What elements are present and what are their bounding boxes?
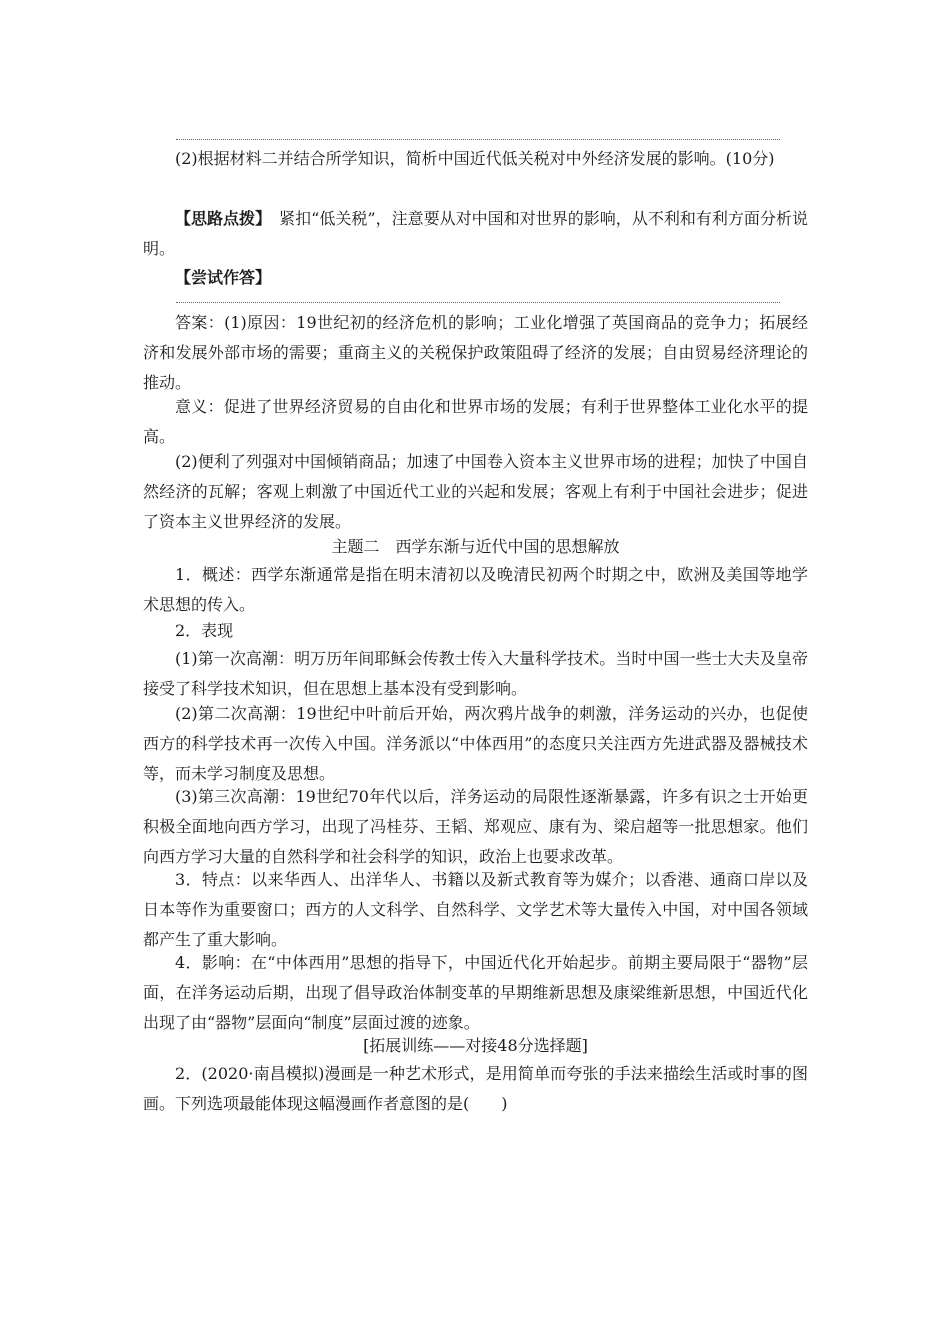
hint-label: 【思路点拨】: [175, 209, 264, 228]
answer-line-top: [176, 139, 780, 140]
answer-paragraph-2: 意义：促进了世界经济贸易的自由化和世界市场的发展；有利于世界整体工业化水平的提高。: [143, 397, 808, 446]
answer-paragraph-3: (2)便利了列强对中国倾销商品；加速了中国卷入资本主义世界市场的进程；加快了中国自然经济的瓦解；客观上刺激了中国近代工业的兴起和发展；客观上有利于中国社会进步；促进了资本主义世界经济的发展。: [143, 452, 808, 531]
extension-question-2: 2．(2020·南昌模拟)漫画是一种艺术形式，是用简单而夸张的手法来描绘生活或时事的图画。下列选项最能体现这幅漫画作者意图的是( ): [143, 1064, 808, 1113]
theme-2-wave-3: (3)第三次高潮：19世纪70年代以后，洋务运动的局限性逐渐暴露，许多有识之士开始更积极全面地向西方学习，出现了冯桂芬、王韬、郑观应、康有为、梁启超等一批思想家。他们向西方学习大量的自然科学和社会科学的知识，政治上也要求改革。: [143, 787, 808, 866]
theme-2-wave-2: (2)第二次高潮：19世纪中叶前后开始，两次鸦片战争的刺激，洋务运动的兴办，也促使西方的科学技术再一次传入中国。洋务派以“中体西用”的态度只关注西方先进武器及器械技术等，而未学习制度及思想。: [143, 704, 808, 783]
hint-paragraph: [143, 204, 808, 264]
try-answer-label: 【尝试作答】: [175, 268, 272, 287]
answer-paragraph-1: 答案：(1)原因：19世纪初的经济危机的影响；工业化增强了英国商品的竞争力；拓展经济和发展外部市场的需要；重商主义的关税保护政策阻碍了经济的发展；自由贸易经济理论的推动。: [143, 313, 808, 392]
hint-text: 紧扣“低关税”，注意要从对中国和对世界的影响，从不利和有利方面分析说明。: [143, 209, 808, 258]
question-2: (2)根据材料二并结合所学知识，简析中国近代低关税对中外经济发展的影响。(10分): [175, 149, 775, 168]
theme-2-wave-1: (1)第一次高潮：明万历年间耶稣会传教士传入大量科学技术。当时中国一些士大夫及皇帝接受了科学技术知识，但在思想上基本没有受到影响。: [143, 649, 808, 698]
theme-2-manifestation-heading: 2．表现: [175, 621, 234, 640]
answer-line-bottom: [176, 302, 780, 303]
theme-2-features: 3．特点：以来华西人、出洋华人、书籍以及新式教育等为媒介；以香港、通商口岸以及日本等作为重要窗口；西方的人文科学、自然科学、文学艺术等大量传入中国，对中国各领域都产生了重大影响。: [143, 870, 808, 949]
theme-2-title: 主题二 西学东渐与近代中国的思想解放: [331, 537, 620, 556]
theme-2-overview: 1．概述：西学东渐通常是指在明末清初以及晚清民初两个时期之中，欧洲及美国等地学术思想的传入。: [143, 565, 808, 614]
extension-title: [拓展训练——对接48分选择题]: [363, 1036, 588, 1055]
theme-2-impact: 4．影响：在“中体西用”思想的指导下，中国近代化开始起步。前期主要局限于“器物”层面，在洋务运动后期，出现了倡导政治体制变革的早期维新思想及康梁维新思想，中国近代化出现了由“器物”层面向“制度”层面过渡的迹象。: [143, 953, 808, 1032]
